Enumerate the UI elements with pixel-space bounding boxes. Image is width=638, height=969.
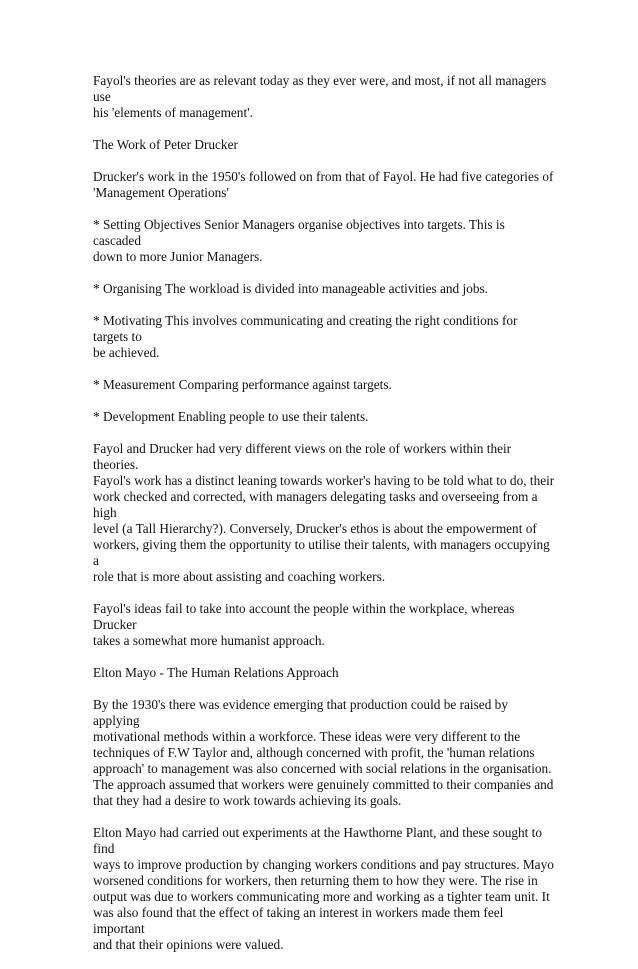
paragraph-fayol-drucker-comparison: Fayol and Drucker had very different views on the role of workers within their theories. Fayol's work has a distinct leaning towards worker's having to be told what to do, their work checked and corrected, with managers delegating tasks and overseeing from a high level (a Tall Hierarchy?). Conversely, Drucker's ethos is about the empowerment of workers, giving them the opportunity to utilise their talents, with managers occupying a role that is more about assisting and coaching workers. <box>93 441 555 584</box>
paragraph-humanist-approach: Fayol's ideas fail to take into account the people within the workplace, whereas Drucker takes a somewhat more humanist approach. <box>93 601 515 648</box>
document-page <box>93 73 555 969</box>
list-item-setting-objectives: * Setting Objectives Senior Managers organise objectives into targets. This is cascaded down to more Junior Managers. <box>93 217 505 264</box>
heading-work-of-peter-drucker: The Work of Peter Drucker <box>93 137 238 152</box>
paragraph-human-relations: By the 1930's there was evidence emerging that production could be raised by applying motivational methods within a workforce. These ideas were very different to the techniques of F.W Taylor and, although concerned with profit, the 'human relations approach' to management was also concerned with social relations in the organisation. The approach assumed that workers were genuinely committed to their companies and that they had a desire to work towards achieving its goals. <box>93 697 554 808</box>
paragraph-hawthorne-experiments: Elton Mayo had carried out experiments at the Hawthorne Plant, and these sought to find ways to improve production by changing workers conditions and pay structures. Mayo worsened conditions for workers, then returning them to how they were. The rise in output was due to workers communicating more and working as a tighter team unit. It was also found that the effect of taking an interest in workers made them feel important and that their opinions were valued. <box>93 825 554 952</box>
paragraph-drucker-categories: Drucker's work in the 1950's followed on from that of Fayol. He had five categories of 'Management Operations' <box>93 169 554 200</box>
paragraph-fayol-relevance: Fayol's theories are as relevant today as they ever were, and most, if not all managers use his 'elements of management'. <box>93 73 547 120</box>
list-item-development: * Development Enabling people to use their talents. <box>93 409 369 424</box>
heading-elton-mayo: Elton Mayo - The Human Relations Approach <box>93 665 339 680</box>
list-item-measurement: * Measurement Comparing performance against targets. <box>93 377 392 392</box>
list-item-organising: * Organising The workload is divided into manageable activities and jobs. <box>93 281 489 296</box>
list-item-motivating: * Motivating This involves communicating and creating the right conditions for targets to be achieved. <box>93 313 518 360</box>
